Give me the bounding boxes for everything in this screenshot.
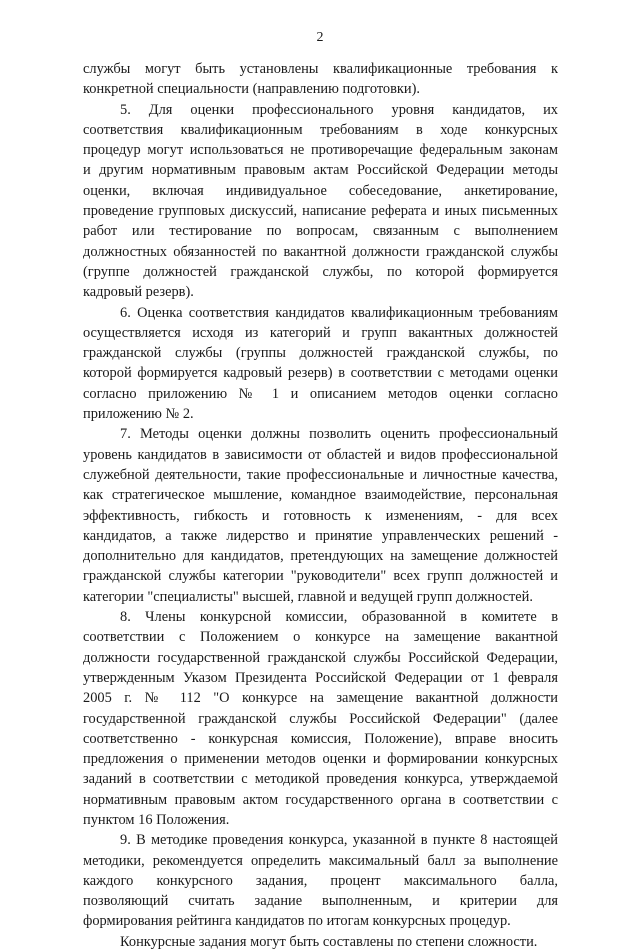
- text-line: эффективность, гибкость и готовность к изменениям, - для всех: [83, 507, 558, 524]
- text-line: позволяющий считать задание выполненным, и критерии для: [83, 893, 558, 910]
- text-line: 8. Члены конкурсной комиссии, образованной в комитете в: [120, 609, 558, 626]
- text-line: категории "специалисты" высшей, главной и ведущей групп должностей.: [83, 588, 533, 605]
- text-line: кадровый резерв).: [83, 284, 194, 301]
- text-line: 7. Методы оценки должны позволить оценить профессиональный: [120, 426, 558, 443]
- text-line: кандидатов, а также лидерство и принятие управленческих решений -: [83, 527, 558, 544]
- text-line: формирования рейтинга кандидатов по итогам конкурсных процедур.: [83, 913, 511, 930]
- document-body: [83, 59, 558, 952]
- text-line: утвержденным Указом Президента Российской Федерации от 1 февраля: [83, 669, 558, 686]
- paragraph-item-7: [83, 424, 558, 607]
- text-line: и другим нормативным правовым актам Российской Федерации методы: [83, 162, 558, 179]
- text-line: методики, рекомендуется определить максимальный балл за выполнение: [83, 852, 558, 869]
- text-line: дополнительно для кандидатов, претендующих на замещение должностей: [83, 548, 558, 565]
- text-line: предложения о применении методов оценки и формировании конкурсных: [83, 751, 558, 768]
- paragraph-item-8: [83, 607, 558, 830]
- text-line: 9. В методике проведения конкурса, указанной в пункте 8 настоящей: [120, 832, 558, 849]
- text-line: нормативным правовым актом государственного органа в соответствии с: [83, 791, 558, 808]
- text-line: работ или тестирование по вопросам, связанным с выполнением: [83, 223, 558, 240]
- text-line: должностных обязанностей по вакантной должности гражданской службы: [83, 243, 558, 260]
- paragraph-item-6: [83, 303, 558, 425]
- paragraph-continuation: [83, 59, 558, 100]
- text-line: процедур могут использоваться не противоречащие федеральным законам: [83, 142, 558, 159]
- text-line: гражданской службы (группы должностей гражданской службы, по: [83, 345, 558, 362]
- text-line: осуществляется исходя из категорий и групп вакантных должностей: [83, 324, 558, 341]
- text-line: приложению № 2.: [83, 406, 194, 423]
- text-line: государственной гражданской службы Российской Федерации" (далее: [83, 710, 558, 727]
- text-line: оценки, включая индивидуальное собеседование, анкетирование,: [83, 182, 558, 199]
- text-line: пунктом 16 Положения.: [83, 811, 230, 828]
- text-line: каждого конкурсного задания, процент максимального балла,: [83, 872, 558, 889]
- paragraph-tasks-complexity: [83, 932, 558, 952]
- text-line: службы могут быть установлены квалификационные требования к: [83, 61, 558, 77]
- page-number: 2: [316, 30, 324, 45]
- text-line: Конкурсные задания могут быть составлены по степени сложности.: [120, 933, 538, 950]
- text-line: конкретной специальности (направлению подготовки).: [83, 81, 421, 98]
- text-line: соответствия квалификационным требованиям в ходе конкурсных: [83, 121, 558, 138]
- text-line: заданий в соответствии с методикой проведения конкурса, утверждаемой: [83, 771, 558, 788]
- text-line: соответствии с Положением о конкурсе на замещение вакантной: [83, 629, 558, 646]
- text-line: гражданской службы категории "руководители" всех групп должностей и: [83, 568, 558, 585]
- paragraph-item-5: [83, 100, 558, 303]
- paragraph-item-9: [83, 830, 558, 931]
- text-line: соответственно - конкурсная комиссия, Положение), вправе вносить: [83, 730, 558, 747]
- text-line: служебной деятельности, такие профессиональные и личностные качества,: [83, 466, 558, 483]
- text-line: согласно приложению № 1 и описанием методов оценки согласно: [83, 385, 558, 402]
- text-line: как стратегическое мышление, командное взаимодействие, персональная: [83, 487, 558, 504]
- text-line: должности государственной гражданской службы Российской Федерации,: [83, 649, 558, 666]
- text-line: которой формируется кадровый резерв) в соответствии с методами оценки: [83, 365, 558, 382]
- text-line: 6. Оценка соответствия кандидатов квалификационным требованиям: [120, 304, 558, 321]
- text-line: (группе должностей гражданской службы, по которой формируется: [83, 263, 558, 280]
- text-line: уровень кандидатов в зависимости от областей и видов профессиональной: [83, 446, 558, 463]
- text-line: 2005 г. № 112 "О конкурсе на замещение вакантной должности: [83, 690, 558, 707]
- text-line: проведение групповых дискуссий, написание реферата и иных письменных: [83, 203, 558, 220]
- text-line: 5. Для оценки профессионального уровня кандидатов, их: [120, 101, 558, 118]
